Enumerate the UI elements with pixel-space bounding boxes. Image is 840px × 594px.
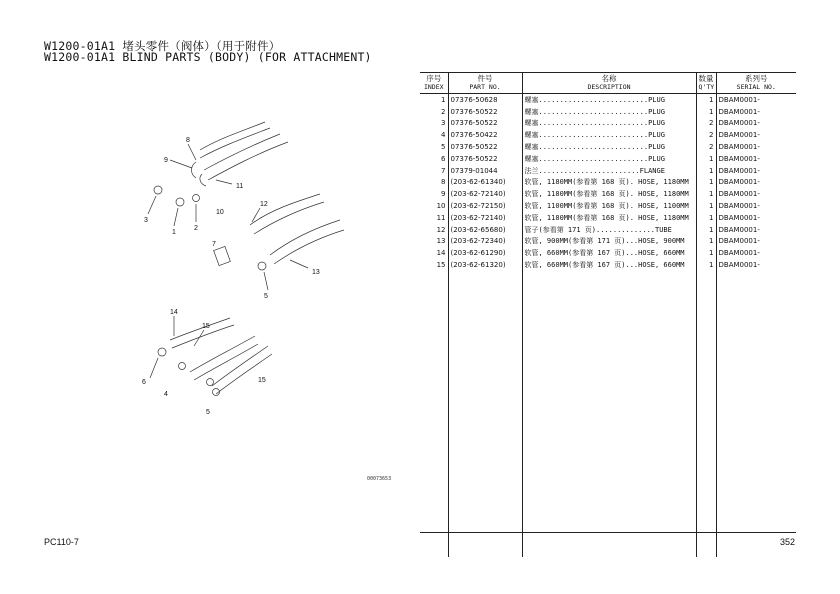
table-cell-serial: DBAM0001-	[716, 177, 796, 189]
table-cell-part-no: (203-62-61340)	[448, 177, 522, 189]
table-cell-serial: DBAM0001-	[716, 212, 796, 224]
table-row	[420, 200, 796, 212]
table-cell-desc: 管子(参看第 171 页)..............TUBE	[522, 224, 696, 236]
table-cell-desc: 软管, 900MM(参看第 171 页)...HOSE, 900MM	[522, 236, 696, 248]
table-cell-qty: 2	[696, 118, 716, 130]
table-row	[420, 94, 796, 106]
table-cell-desc: 螺塞..........................PLUG	[522, 141, 696, 153]
table-row	[420, 129, 796, 141]
callout-label: 11	[236, 183, 244, 190]
table-cell-part-no: (203-62-61320)	[448, 259, 522, 271]
table-empty-space	[420, 271, 796, 557]
table-cell-index: 9	[441, 190, 446, 199]
table-cell-desc: 螺塞..........................PLUG	[522, 106, 696, 118]
table-cell-qty: 1	[696, 259, 716, 271]
table-cell-index: 10	[436, 202, 446, 211]
table-cell-index: 2	[441, 107, 446, 116]
table-cell-desc: 法兰........................FLANGE	[522, 165, 696, 177]
callout-label: 12	[260, 201, 268, 208]
table-cell-desc: 螺塞..........................PLUG	[522, 129, 696, 141]
table-cell-serial: DBAM0001-	[716, 165, 796, 177]
page-title-chinese: W1200-01A1 堵头零件（阀体）（用于附件）	[44, 39, 281, 53]
table-cell-desc: 软管, 1100MM(参看第 168 页). HOSE, 1100MM	[522, 200, 696, 212]
table-cell-desc: 软管, 660MM(参看第 167 页)...HOSE, 660MM	[522, 259, 696, 271]
table-cell-index: 5	[441, 143, 446, 152]
machine-model: PC110-7	[44, 537, 79, 547]
table-cell-desc: 螺塞..........................PLUG	[522, 153, 696, 165]
table-row	[420, 165, 796, 177]
table-cell-qty: 1	[696, 188, 716, 200]
table-cell-part-no: (203-62-65680)	[448, 224, 522, 236]
table-row	[420, 212, 796, 224]
column-header-index: 序号 INDEX	[420, 73, 448, 94]
hose-line	[200, 128, 270, 158]
parts-list-table	[420, 73, 796, 557]
table-cell-serial: DBAM0001-	[716, 236, 796, 248]
table-cell-qty: 1	[696, 106, 716, 118]
table-row	[420, 236, 796, 248]
table-cell-index: 13	[436, 237, 446, 246]
hose-line	[200, 122, 265, 150]
callout-label: 6	[142, 379, 146, 386]
table-row	[420, 118, 796, 130]
callout-label: 4	[164, 391, 168, 398]
callout-label: 5	[206, 409, 210, 416]
table-row	[420, 141, 796, 153]
table-cell-part-no: (203-62-72150)	[448, 200, 522, 212]
table-cell-desc: 螺塞..........................PLUG	[522, 118, 696, 130]
table-cell-index: 12	[436, 225, 446, 234]
table-cell-index: 6	[441, 154, 446, 163]
callout-label: 9	[164, 157, 168, 164]
table-cell-serial: DBAM0001-	[716, 153, 796, 165]
table-cell-index: 8	[441, 178, 446, 187]
table-cell-serial: DBAM0001-	[716, 141, 796, 153]
callout-label: 10	[216, 209, 224, 216]
table-cell-part-no: 07376-50522	[448, 153, 522, 165]
table-cell-part-no: (203-62-61290)	[448, 247, 522, 259]
table-cell-desc: 软管, 1180MM(参看第 168 页). HOSE, 1180MM	[522, 188, 696, 200]
page-number: 352	[780, 537, 796, 547]
table-cell-index: 14	[436, 249, 446, 258]
table-cell-index: 3	[441, 119, 446, 128]
table-cell-serial: DBAM0001-	[716, 259, 796, 271]
table-cell-serial: DBAM0001-	[716, 247, 796, 259]
table-cell-qty: 1	[696, 165, 716, 177]
table-cell-qty: 1	[696, 177, 716, 189]
table-row	[420, 153, 796, 165]
column-header-part-no: 件号 PART NO.	[448, 73, 522, 94]
callout-label: 7	[212, 241, 216, 248]
callout-label: 15	[202, 323, 210, 330]
callout-label: 14	[170, 309, 178, 316]
bottom-rule	[420, 532, 796, 533]
table-cell-index: 7	[441, 166, 446, 175]
callout-label: 15	[258, 377, 266, 384]
table-header-row	[420, 73, 796, 94]
table-cell-index: 4	[441, 131, 446, 140]
table-cell-qty: 1	[696, 212, 716, 224]
hose-line	[204, 134, 280, 170]
exploded-parts-diagram	[130, 110, 380, 430]
table-row	[420, 177, 796, 189]
table-cell-part-no: (203-62-72340)	[448, 236, 522, 248]
table-cell-part-no: 07376-50628	[448, 94, 522, 106]
table-cell-serial: DBAM0001-	[716, 129, 796, 141]
table-cell-part-no: 07379-01044	[448, 165, 522, 177]
table-row	[420, 247, 796, 259]
column-header-description: 名称 DESCRIPTION	[522, 73, 696, 94]
table-cell-qty: 1	[696, 94, 716, 106]
table-cell-serial: DBAM0001-	[716, 188, 796, 200]
table-row	[420, 224, 796, 236]
table-cell-qty: 1	[696, 247, 716, 259]
table-cell-qty: 1	[696, 224, 716, 236]
table-cell-qty: 1	[696, 236, 716, 248]
table-cell-part-no: 07376-50522	[448, 141, 522, 153]
table-cell-part-no: 07376-50522	[448, 118, 522, 130]
table-cell-index: 15	[436, 261, 446, 270]
table-cell-serial: DBAM0001-	[716, 94, 796, 106]
callout-label: 1	[172, 229, 176, 236]
callout-label: 2	[194, 225, 198, 232]
table-cell-serial: DBAM0001-	[716, 106, 796, 118]
table-row	[420, 106, 796, 118]
table-row	[420, 259, 796, 271]
column-header-quantity: 数量 Q'TY	[696, 73, 716, 94]
table-cell-part-no: 07376-50422	[448, 129, 522, 141]
table-cell-index: 1	[441, 95, 446, 104]
table-cell-desc: 软管, 660MM(参看第 167 页)...HOSE, 660MM	[522, 247, 696, 259]
table-cell-qty: 2	[696, 141, 716, 153]
table-cell-desc: 螺塞..........................PLUG	[522, 94, 696, 106]
table-row	[420, 188, 796, 200]
table-cell-serial: DBAM0001-	[716, 200, 796, 212]
table-cell-qty: 1	[696, 153, 716, 165]
table-cell-qty: 2	[696, 129, 716, 141]
table-cell-part-no: 07376-50522	[448, 106, 522, 118]
table-cell-qty: 1	[696, 200, 716, 212]
callout-label: 8	[186, 137, 190, 144]
table-cell-serial: DBAM0001-	[716, 118, 796, 130]
column-header-serial-no: 系列号 SERIAL NO.	[716, 73, 796, 94]
table-cell-serial: DBAM0001-	[716, 224, 796, 236]
table-cell-part-no: (203-62-72140)	[448, 212, 522, 224]
table-cell-desc: 软管, 1180MM(参看第 168 页). HOSE, 1180MM	[522, 177, 696, 189]
table-cell-desc: 软管, 1180MM(参看第 168 页). HOSE, 1180MM	[522, 212, 696, 224]
table-cell-index: 11	[436, 213, 446, 222]
callout-label: 13	[312, 269, 320, 276]
table-cell-part-no: (203-62-72140)	[448, 188, 522, 200]
callout-label: 3	[144, 217, 148, 224]
page-title-english: W1200-01A1 BLIND PARTS (BODY) (FOR ATTACHMENT)	[44, 50, 372, 64]
figure-number: 00073653	[367, 476, 392, 482]
callout-label: 5	[264, 293, 268, 300]
